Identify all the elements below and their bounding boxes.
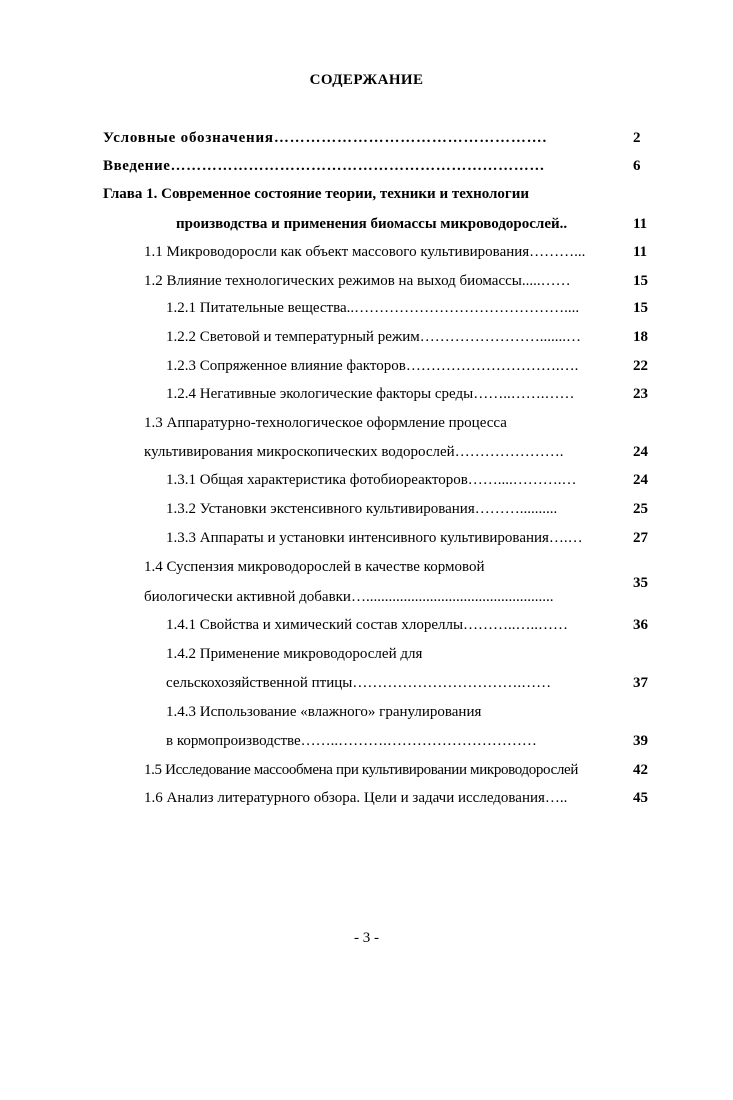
toc-entry-text[interactable]: 1.2.2 Световой и температурный режим…………………….......… xyxy=(166,329,581,345)
toc-entry-text[interactable]: 1.2.4 Негативные экологические факторы среды……..…….…… xyxy=(166,386,575,402)
toc-entry-page: 24 xyxy=(633,472,648,488)
toc-entry-text[interactable]: 1.4.2 Применение микроводорослей для xyxy=(166,646,423,662)
toc-entry-page: 35 xyxy=(633,575,648,591)
toc-entry-page: 18 xyxy=(633,329,648,345)
toc-entry-text[interactable]: 1.5 Исследование массообмена при культивировании микроводорослей xyxy=(144,762,578,778)
toc-entry-page: 36 xyxy=(633,617,648,633)
toc-entry-page: 2 xyxy=(633,130,641,146)
toc-entry-text[interactable]: 1.4.3 Использование «влажного» гранулирования xyxy=(166,704,482,720)
toc-entry-page: 27 xyxy=(633,530,648,546)
toc-entry-text[interactable]: 1.1 Микроводоросли как объект массового культивирования………... xyxy=(144,244,586,260)
toc-entry-text[interactable]: 1.2 Влияние технологических режимов на выход биомассы.....…… xyxy=(144,273,571,289)
toc-entry-text-cont[interactable]: биологически активной добавки….................................................. xyxy=(144,589,554,605)
toc-entry-text[interactable]: Условные обозначения……………………………………………. xyxy=(103,130,547,146)
toc-entry-page: 24 xyxy=(633,444,648,460)
toc-entry-text[interactable]: 1.3.3 Аппараты и установки интенсивного культивирования….… xyxy=(166,530,583,546)
toc-entry-page: 42 xyxy=(633,762,648,778)
toc-entry-text[interactable]: 1.2.1 Питательные вещества..…………………………………….... xyxy=(166,300,580,316)
toc-entry-page: 11 xyxy=(633,244,648,260)
toc-entry-page: 45 xyxy=(633,790,648,806)
page-title: СОДЕРЖАНИЕ xyxy=(309,72,424,88)
toc-entry-page: 6 xyxy=(633,158,641,174)
toc-entry-page: 15 xyxy=(633,273,648,289)
page-number: - 3 - xyxy=(354,930,379,946)
toc-entry-text[interactable]: 1.3.1 Общая характеристика фотобиореакторов……....……….… xyxy=(166,472,577,488)
toc-entry-text-cont[interactable]: культивирования микроскопических водорослей…………………. xyxy=(144,444,564,460)
toc-entry-text-cont[interactable]: сельскохозяйственной птицы…………………………….…… xyxy=(166,675,552,691)
toc-entry-text[interactable]: 1.3.2 Установки экстенсивного культивирования……….......... xyxy=(166,501,558,517)
toc-entry-text[interactable]: 1.2.3 Сопряженное влияние факторов………………………….…. xyxy=(166,358,579,374)
toc-entry-text[interactable]: 1.4 Суспензия микроводорослей в качестве кормовой xyxy=(144,559,485,575)
toc-entry-page: 39 xyxy=(633,733,648,749)
toc-entry-text[interactable]: 1.4.1 Свойства и химический состав хлореллы………..…..…… xyxy=(166,617,569,633)
toc-chapter-heading[interactable]: Глава 1. Современное состояние теории, техники и технологии xyxy=(103,186,530,202)
toc-entry-page: 22 xyxy=(633,358,648,374)
toc-chapter-heading-cont[interactable]: производства и применения биомассы микроводорослей.. xyxy=(176,216,568,232)
toc-entry-page: 25 xyxy=(633,501,648,517)
toc-entry-text[interactable]: 1.3 Аппаратурно-технологическое оформление процесса xyxy=(144,415,507,431)
toc-entry-text[interactable]: Введение……………………………………………………………… xyxy=(103,158,545,174)
toc-entry-page: 11 xyxy=(633,216,648,232)
toc-entry-page: 37 xyxy=(633,675,648,691)
toc-entry-page: 23 xyxy=(633,386,648,402)
toc-entry-page: 15 xyxy=(633,300,648,316)
toc-entry-text[interactable]: 1.6 Анализ литературного обзора. Цели и задачи исследования….. xyxy=(144,790,568,806)
toc-entry-text-cont[interactable]: в кормопроизводстве……..……….………………………… xyxy=(166,733,537,749)
